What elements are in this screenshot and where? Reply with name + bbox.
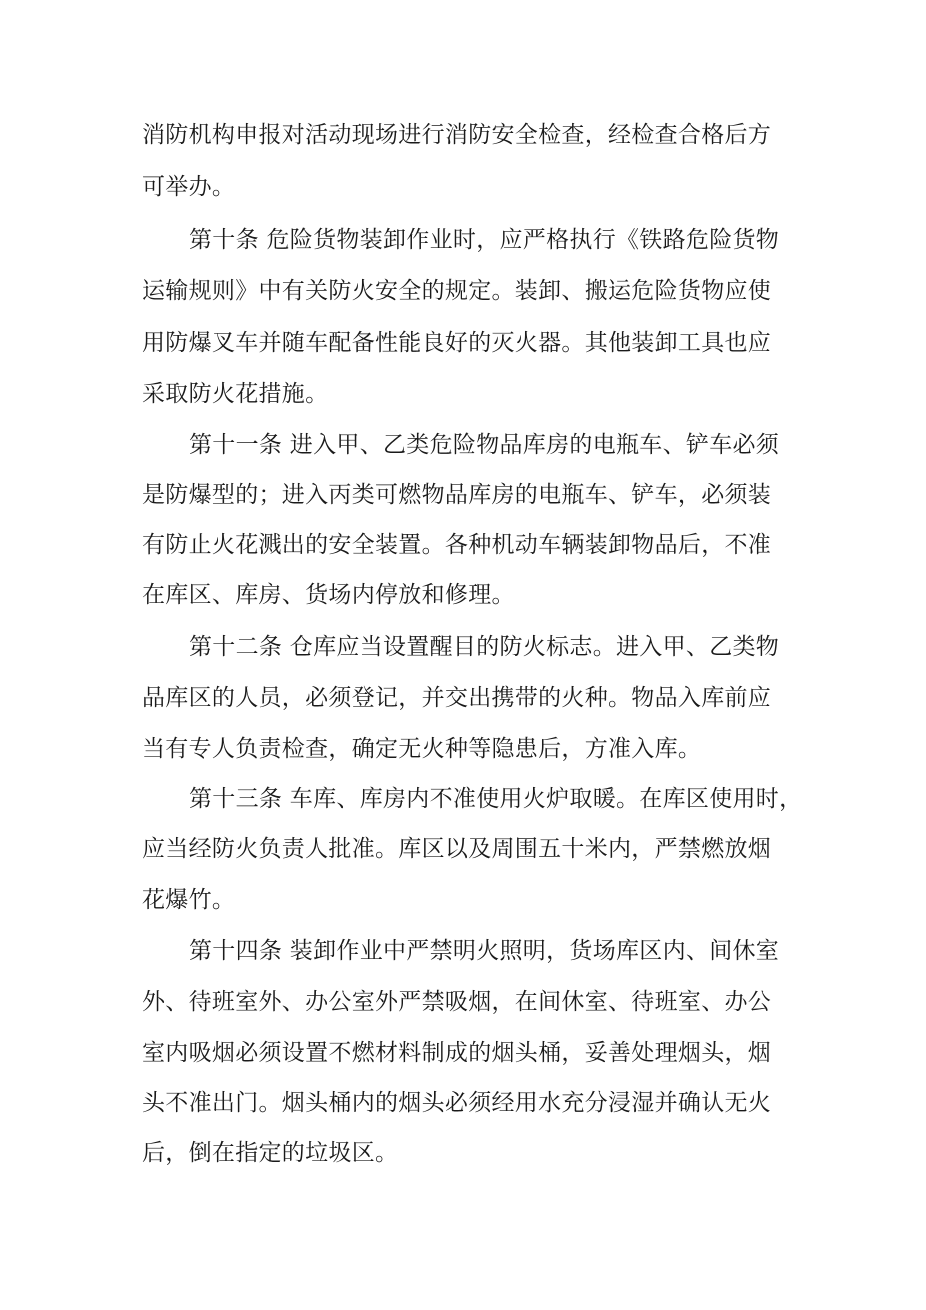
article-10-start: 第十条 危险货物装卸作业时，应严格执行《铁路危险货物 (189, 227, 780, 253)
text-line: 采取防火花措施。 (142, 381, 329, 407)
text-line: 消防机构申报对活动现场进行消防安全检查，经检查合格后方 (142, 122, 772, 148)
text-line: 用防爆叉车并随车配备性能良好的灭火器。其他装卸工具也应 (142, 330, 772, 356)
text-line: 有防止火花溅出的安全装置。各种机动车辆装卸物品后，不准 (142, 532, 772, 558)
text-line: 品库区的人员，必须登记，并交出携带的火种。物品入库前应 (142, 685, 772, 711)
text-line: 当有专人负责检查，确定无火种等隐患后，方准入库。 (142, 736, 702, 762)
text-line: 外、待班室外、办公室外严禁吸烟，在间休室、待班室、办公 (142, 989, 772, 1015)
text-line: 在库区、库房、货场内停放和修理。 (142, 582, 515, 608)
text-line: 可举办。 (142, 174, 236, 200)
article-13-start: 第十三条 车库、库房内不准使用火炉取暖。在库区使用时， (189, 786, 803, 812)
text-line: 头不准出门。烟头桶内的烟头必须经用水充分浸湿并确认无火 (142, 1090, 772, 1116)
text-line: 花爆竹。 (142, 887, 236, 913)
text-line: 是防爆型的；进入丙类可燃物品库房的电瓶车、铲车，必须装 (142, 482, 772, 508)
article-11-start: 第十一条 进入甲、乙类危险物品库房的电瓶车、铲车必须 (189, 432, 780, 458)
text-line: 运输规则》中有关防火安全的规定。装卸、搬运危险货物应使 (142, 278, 772, 304)
article-12-start: 第十二条 仓库应当设置醒目的防火标志。进入甲、乙类物 (189, 634, 780, 660)
text-line: 后，倒在指定的垃圾区。 (142, 1140, 399, 1166)
text-line: 室内吸烟必须设置不燃材料制成的烟头桶，妥善处理烟头，烟 (142, 1040, 772, 1066)
text-line: 应当经防火负责人批准。库区以及周围五十米内，严禁燃放烟 (142, 836, 772, 862)
article-14-start: 第十四条 装卸作业中严禁明火照明，货场库区内、间休室 (189, 938, 780, 964)
